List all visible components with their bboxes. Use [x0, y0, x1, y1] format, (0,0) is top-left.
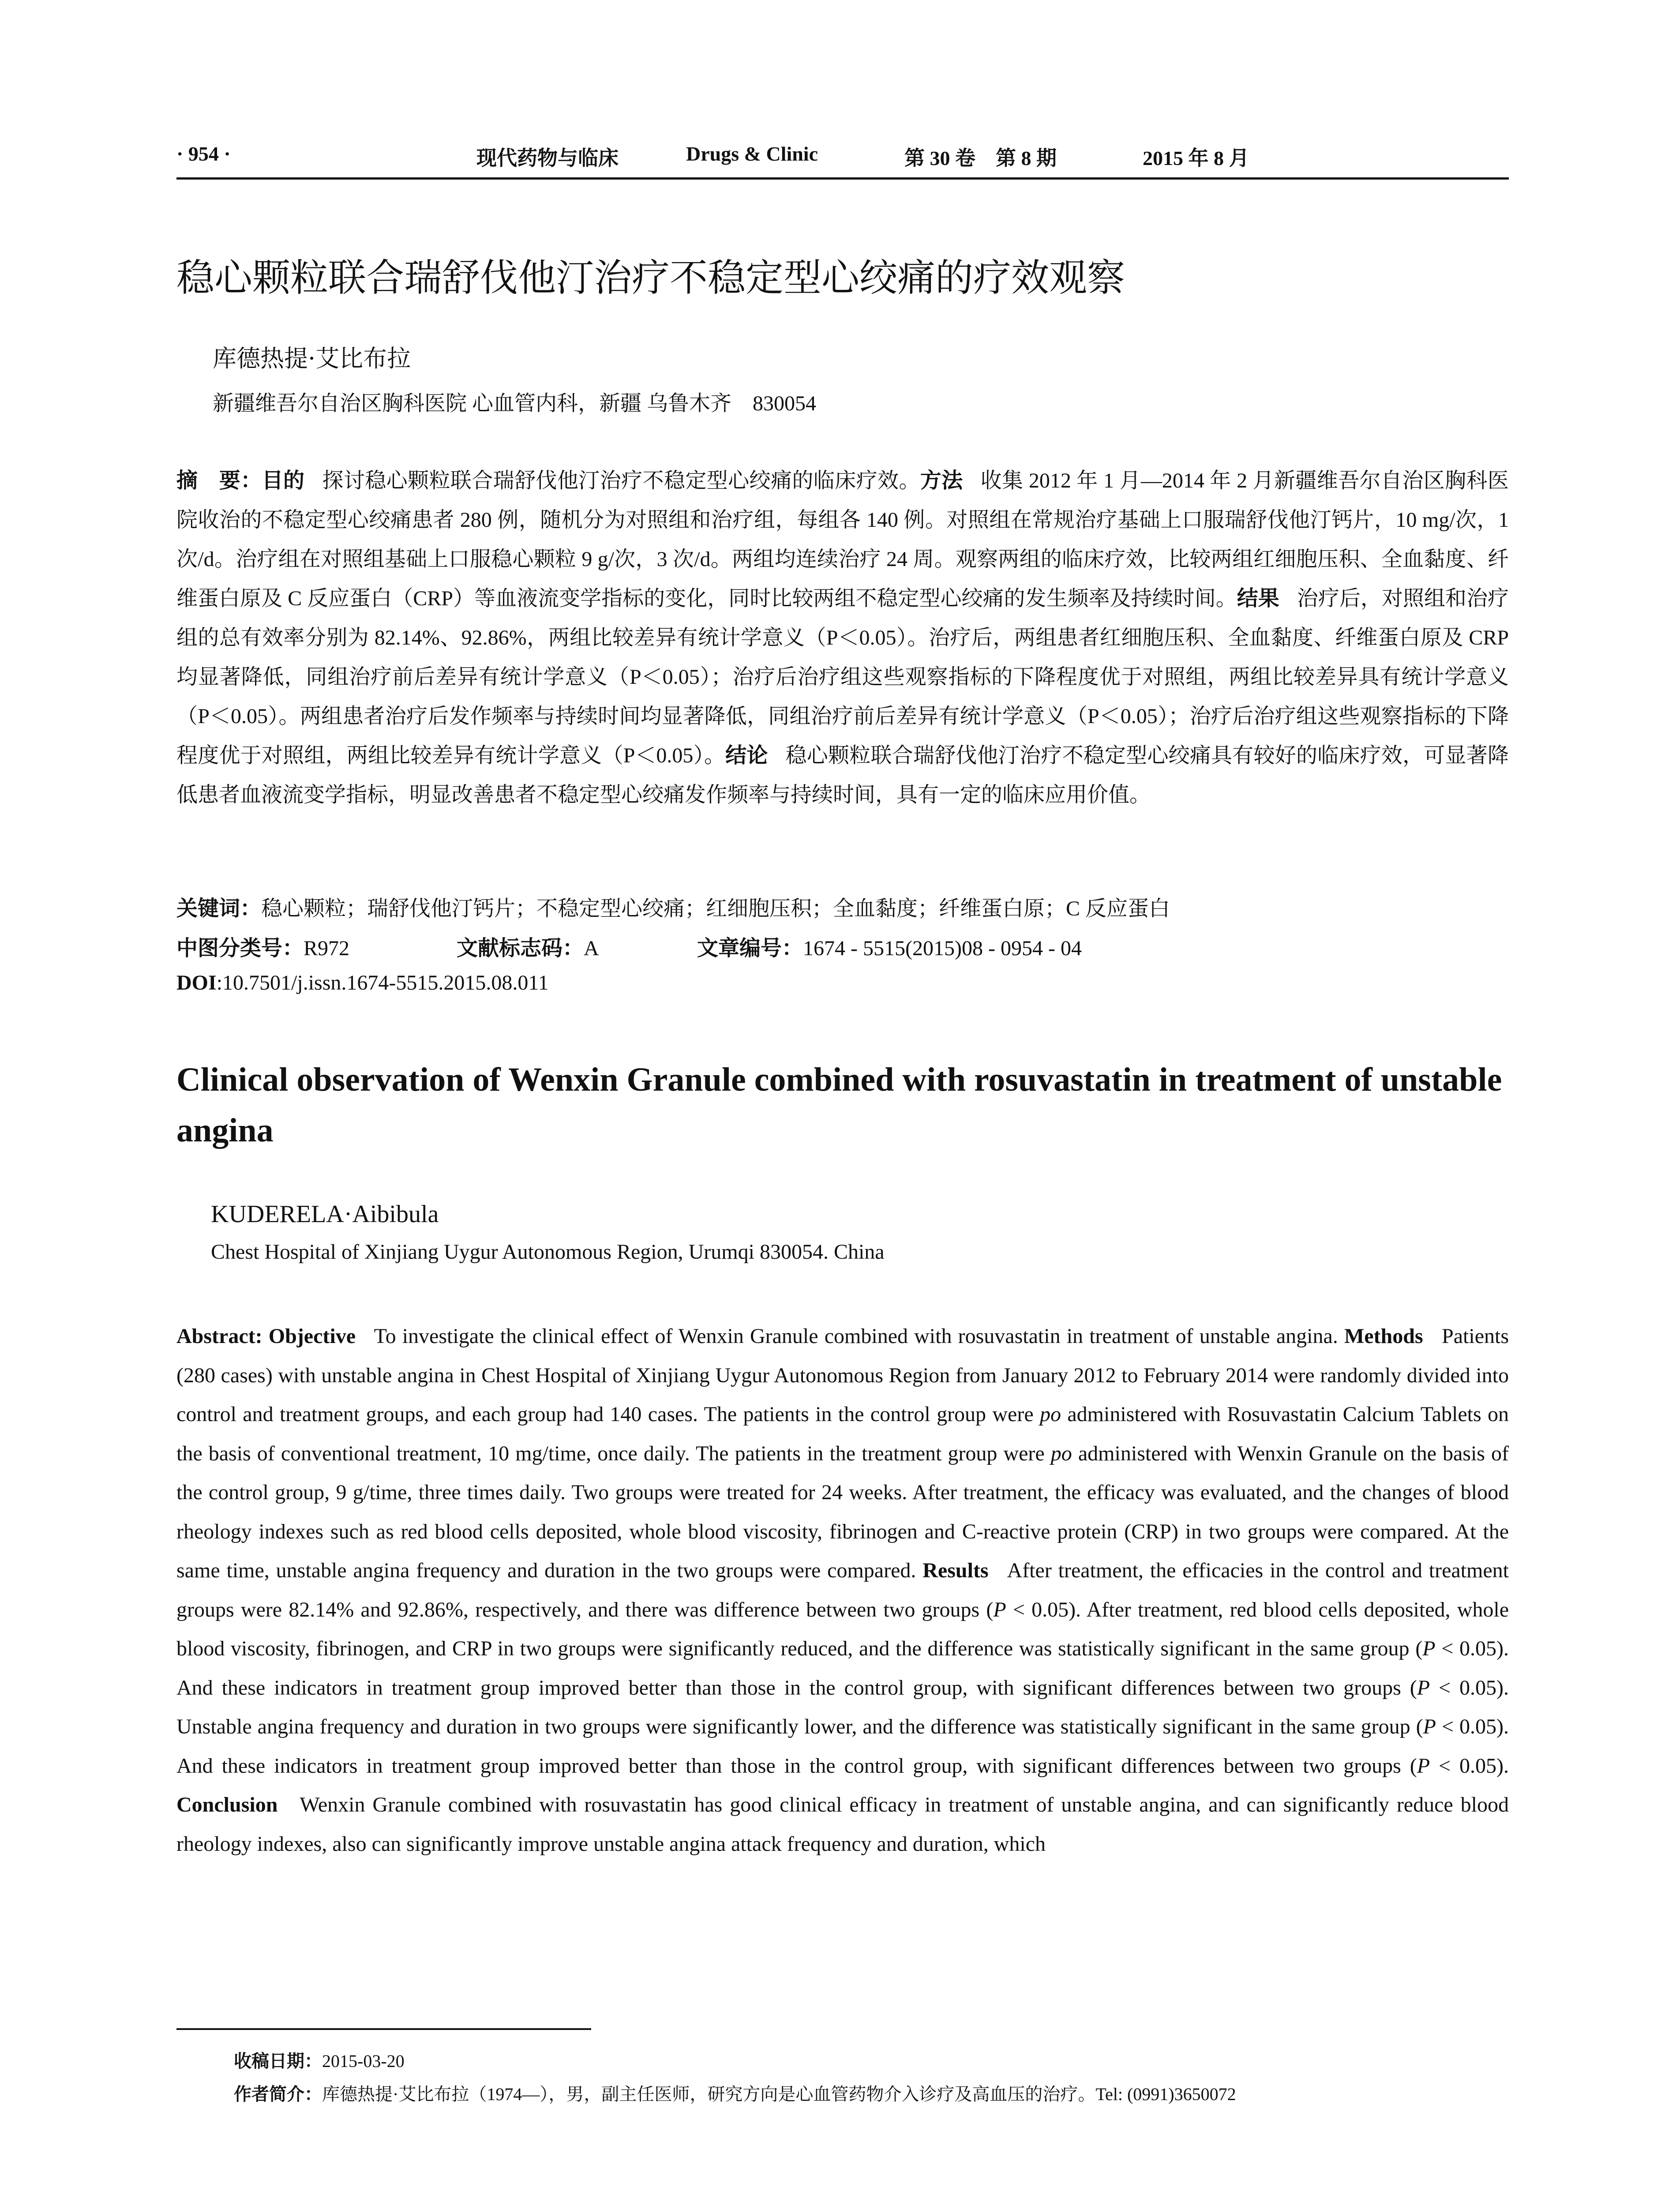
po-abbrev: po: [1050, 1441, 1072, 1465]
objective-label-cn: 目的: [262, 468, 305, 493]
page-number: · 954 ·: [176, 143, 231, 165]
abstract-cn: [176, 461, 1509, 814]
methods-text-en-1: Patients (280 cases) with unstable angina in Chest Hospital of Xinjiang Uygur Autonomous Region from January 2012 to February 2014 were randomly divided into control and treatment groups, and each group had 140 cases. The patients in the control group were: [176, 1324, 1509, 1426]
results-text-en-3: < 0.05). And these indicators in treatment group improved better than those in the control group, with significant differences between two groups (: [176, 1637, 1509, 1700]
journal-name-cn: 现代药物与临床: [476, 147, 619, 169]
po-abbrev: po: [1040, 1403, 1061, 1426]
results-label-en: Results: [922, 1559, 989, 1582]
affiliation-en: Chest Hospital of Xinjiang Uygur Autonomous Region, Urumqi 830054. China: [211, 1240, 885, 1264]
p-value-symbol: P: [1423, 1715, 1436, 1738]
doi-label: DOI: [176, 971, 217, 994]
conclusion-label-en: Conclusion: [176, 1793, 278, 1816]
results-label-cn: 结果: [1237, 586, 1279, 611]
objective-text-en: To investigate the clinical effect of Wenxin Granule combined with rosuvastatin in treatment of unstable angina.: [374, 1324, 1338, 1348]
keywords-line: [176, 891, 1170, 922]
p-value-symbol: P: [1417, 1754, 1430, 1778]
methods-text-cn: 收集 2012 年 1 月—2014 年 2 月新疆维吾尔自治区胸科医院收治的不稳定型心绞痛患者 280 例，随机分为对照组和治疗组，每组各 140 例。对照组在常规治疗基础上口服瑞舒伐他汀钙片，10 mg/次，1 次/d。治疗组在对照组基础上口服稳心颗粒 9 g/次，3 次/d。两组均连续治疗 24 周。观察两组的临床疗效，比较两组红细胞压积、全血黏度、纤维蛋白原及 C 反应蛋白（CRP）等血液流变学指标的变化，同时比较两组不稳定型心绞痛的发生频率及持续时间。: [176, 469, 1509, 610]
classification-line: [176, 931, 1082, 961]
results-text-en-5: < 0.05). And these indicators in treatment group improved better than those in the control group, with significant differences between two groups (: [176, 1715, 1509, 1778]
clc-value: R972: [304, 937, 350, 960]
volume-issue: 第 30 卷 第 8 期: [904, 147, 1057, 169]
p-value-symbol: P: [1422, 1637, 1436, 1660]
results-text-en-1: After treatment, the efficacies in the control and treatment groups were 82.14% and 92.86%, respectively, and there was difference between two groups (: [176, 1559, 1509, 1621]
doi-line: [176, 971, 549, 995]
results-text-en-2: < 0.05). After treatment, red blood cells deposited, whole blood viscosity, fibrinogen, and CRP in two groups were significantly reduced, and the difference was statistically significant in the same group (: [176, 1598, 1509, 1660]
journal-name-en: Drugs & Clinic: [686, 143, 818, 165]
clc-label: 中图分类号：: [176, 936, 304, 960]
methods-label-en: Methods: [1344, 1324, 1423, 1348]
bio-label: 作者简介：: [234, 2084, 322, 2105]
article-title-en: Clinical observation of Wenxin Granule combined with rosuvastatin in treatment of unstable angina: [176, 1061, 1502, 1149]
footnote-received: [234, 2047, 405, 2072]
abstract-label-cn: 摘 要：: [176, 468, 262, 493]
results-text-cn: 治疗后，对照组和治疗组的总有效率分别为 82.14%、92.86%，两组比较差异有统计学意义（P＜0.05）。治疗后，两组患者红细胞压积、全血黏度、纤维蛋白原及 CRP 均显著降低，同组治疗前后差异有统计学意义（P＜0.05）；治疗后治疗组这些观察指标的下降程度优于对照组，两组比较差异具有统计学意义（P＜0.05）。两组患者治疗后发作频率与持续时间均显著降低，同组治疗前后差异有统计学意义（P＜0.05）；治疗后治疗组这些观察指标的下降程度优于对照组，两组比较差异有统计学意义（P＜0.05）。: [176, 587, 1509, 767]
received-label: 收稿日期：: [234, 2051, 322, 2071]
keywords-label: 关键词：: [176, 896, 262, 921]
objective-label-en: Objective: [268, 1324, 356, 1348]
doi-value: :10.7501/j.issn.1674-5515.2015.08.011: [216, 971, 549, 994]
conclusion-text-cn: 稳心颗粒联合瑞舒伐他汀治疗不稳定型心绞痛具有较好的临床疗效，可显著降低患者血液流变学指标，明显改善患者不稳定型心绞痛发作频率与持续时间，具有一定的临床应用价值。: [176, 744, 1509, 807]
methods-label-cn: 方法: [920, 468, 963, 493]
doc-code-value: A: [584, 937, 599, 960]
results-text-en-6: < 0.05).: [1430, 1754, 1509, 1778]
article-no-label: 文章编号：: [697, 936, 803, 960]
footnote-author-bio: [234, 2080, 1236, 2105]
results-text-en-4: < 0.05). Unstable angina frequency and duration in two groups were significantly lower, and the difference was statistically significant in the same group (: [176, 1676, 1509, 1738]
author-en: KUDERELA·Aibibula: [211, 1201, 439, 1228]
abstract-en: [176, 1317, 1509, 1864]
keywords-text: 稳心颗粒；瑞舒伐他汀钙片；不稳定型心绞痛；红细胞压积；全血黏度；纤维蛋白原；C 反应蛋白: [261, 897, 1170, 920]
methods-text-en-3: administered with Wenxin Granule on the basis of the control group, 9 g/time, three times daily. Two groups were treated for 24 weeks. After treatment, the efficacy was evaluated, and the changes of blood rheology indexes such as red blood cells deposited, whole blood viscosity, fibrinogen and C-reactive protein (CRP) in two groups were compared. At the same time, unstable angina frequency and duration in the two groups were compared.: [176, 1441, 1509, 1582]
issue-date: 2015 年 8 月: [1143, 147, 1249, 169]
header-divider: [176, 177, 1509, 180]
conclusion-label-cn: 结论: [725, 743, 768, 768]
affiliation-cn: 新疆维吾尔自治区胸科医院 心血管内科，新疆 乌鲁木齐 830054: [213, 392, 817, 415]
article-no-value: 1674 - 5515(2015)08 - 0954 - 04: [803, 937, 1082, 960]
doc-code-label: 文献标志码：: [457, 936, 584, 960]
p-value-symbol: P: [1417, 1676, 1430, 1700]
objective-text-cn: 探讨稳心颗粒联合瑞舒伐他汀治疗不稳定型心绞痛的临床疗效。: [322, 469, 920, 492]
running-header: [176, 142, 1509, 177]
bio-text: 库德热提·艾比布拉（1974—），男，副主任医师，研究方向是心血管药物介入诊疗及高血压的治疗。Tel: (0991)3650072: [322, 2084, 1236, 2104]
footnote-divider: [176, 2028, 591, 2030]
conclusion-text-en: Wenxin Granule combined with rosuvastatin has good clinical efficacy in treatment of unstable angina, and can significantly reduce blood rheology indexes, also can significantly improve unstable angina attack frequency and duration, which: [176, 1793, 1509, 1856]
abstract-label-en: Abstract:: [176, 1324, 262, 1348]
p-value-symbol: P: [993, 1598, 1006, 1621]
received-date: 2015-03-20: [322, 2051, 405, 2071]
article-title-cn: 稳心颗粒联合瑞舒伐他汀治疗不稳定型心绞痛的疗效观察: [176, 256, 1125, 300]
methods-text-en-2: administered with Rosuvastatin Calcium Tablets on the basis of conventional treatment, 10 mg/time, once daily. The patients in the treatment group were: [176, 1403, 1509, 1465]
author-cn: 库德热提·艾比布拉: [213, 345, 411, 372]
